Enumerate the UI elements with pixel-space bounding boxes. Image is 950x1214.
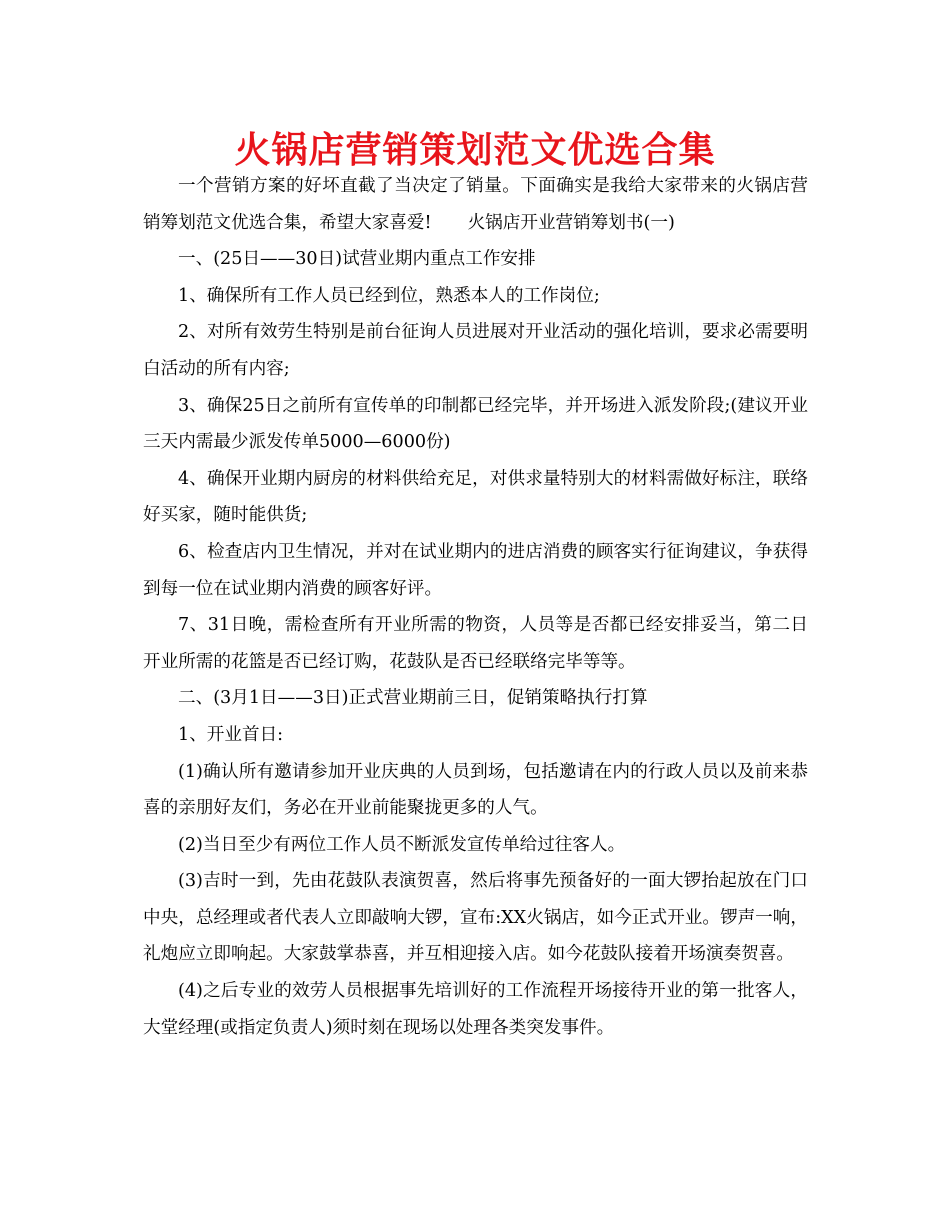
paragraph: 1、确保所有工作人员已经到位，熟悉本人的工作岗位; xyxy=(178,285,600,306)
paragraph: 二、(3月1日——3日)正式营业期前三日，促销策略执行打算 xyxy=(178,688,648,709)
paragraph: 3、确保25日之前所有宣传单的印制都已经完毕，并开场进入派发阶段;(建议开业三天内需最少派发传单5000—6000份) xyxy=(143,395,808,453)
intro-text: 一个营销方案的好坏直截了当决定了销量。下面确实是我给大家带来的火锅店营销筹划范文优选合集，希望大家喜爱! xyxy=(143,176,808,233)
document-title: 火锅店营销策划范文优选合集 xyxy=(234,130,716,171)
paragraph: (2)当日至少有两位工作人员不断派发宣传单给过往客人。 xyxy=(178,834,626,855)
paragraph: 2、对所有效劳生特别是前台征询人员进展对开业活动的强化培训，要求必需要明白活动的所有内容; xyxy=(143,322,808,379)
paragraph: (3)吉时一到，先由花鼓队表演贺喜，然后将事先预备好的一面大锣抬起放在门口中央，总经理或者代表人立即敲响大锣，宣布:XX火锅店，如今正式开业。锣声一响，礼炮应立即响起。大家鼓掌恭喜，并互相迎接入店。如今花鼓队接着开场演奏贺喜。 xyxy=(143,871,808,965)
paragraph: 1、开业首日: xyxy=(178,724,284,745)
paragraph: (1)确认所有邀请参加开业庆典的人员到场，包括邀请在内的行政人员以及前来恭喜的亲朋好友们，务必在开业前能聚拢更多的人气。 xyxy=(143,761,808,819)
paragraph: (4)之后专业的效劳人员根据事先培训好的工作流程开场接待开业的第一批客人，大堂经理(或指定负责人)须时刻在现场以处理各类突发事件。 xyxy=(143,981,808,1038)
paragraph: 6、检查店内卫生情况，并对在试业期内的进店消费的顾客实行征询建议，争获得到每一位在试业期内消费的顾客好评。 xyxy=(143,541,808,599)
intro-subtitle: 火锅店开业营销筹划书(一) xyxy=(467,212,675,233)
paragraph: 7、31日晚，需检查所有开业所需的物资，人员等是否都已经安排妥当，第二日开业所需的花篮是否已经订购，花鼓队是否已经联络完毕等等。 xyxy=(143,615,808,672)
paragraph: 一、(25日——30日)试营业期内重点工作安排 xyxy=(178,249,536,270)
paragraph: 4、确保开业期内厨房的材料供给充足，对供求量特别大的材料需做好标注，联络 好买家，随时能供货; xyxy=(143,468,808,526)
intro-paragraph xyxy=(143,168,808,241)
document-body xyxy=(143,168,808,1046)
